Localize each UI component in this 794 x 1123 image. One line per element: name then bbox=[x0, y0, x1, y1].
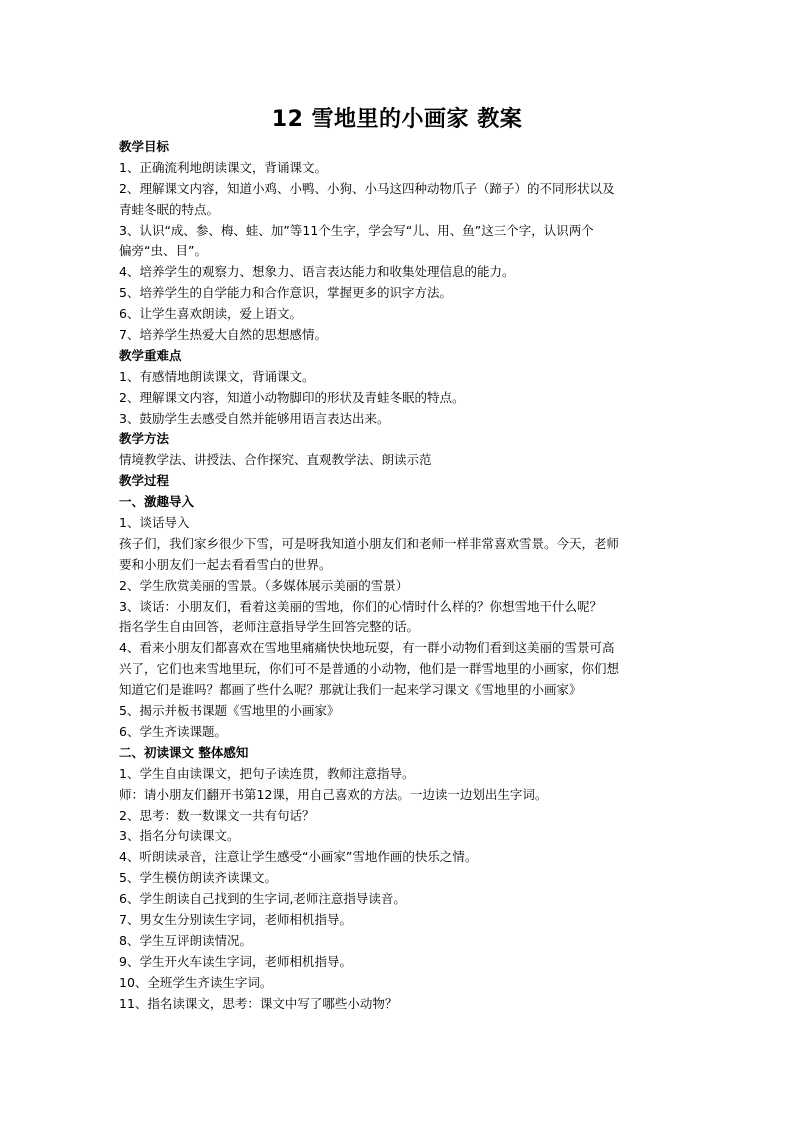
text-line: 1、谈话导入 bbox=[119, 515, 190, 531]
text-line: 5、揭示并板书课题《雪地里的小画家》 bbox=[119, 703, 340, 719]
text-line: 2、学生欣赏美丽的雪景。（多媒体展示美丽的雪景） bbox=[119, 577, 409, 593]
section-heading: 教学过程 bbox=[119, 473, 170, 489]
section-heading: 教学重难点 bbox=[119, 347, 182, 363]
text-line: 孩子们，我们家乡很少下雪，可是呀我知道小朋友们和老师一样非常喜欢雪景。今天，老师 bbox=[119, 535, 620, 551]
text-line: 10、全班学生齐读生字词。 bbox=[119, 974, 273, 990]
text-line: 2、理解课文内容，知道小鸡、小鸭、小狗、小马这四种动物爪子（蹄子）的不同形状以及 bbox=[119, 180, 615, 196]
section-heading: 一、激趣导入 bbox=[119, 494, 195, 510]
text-line: 8、学生互评朗读情况。 bbox=[119, 932, 252, 948]
text-line: 情境教学法、讲授法、合作探究、直观教学法、朗读示范 bbox=[119, 452, 432, 468]
text-line: 3、谈话：小朋友们，看着这美丽的雪地，你们的心情时什么样的？你想雪地干什么呢？ bbox=[119, 598, 602, 614]
document-title: 12 雪地里的小画家 教案 bbox=[271, 107, 523, 132]
text-line: 指名学生自由回答，老师注意指导学生回答完整的话。 bbox=[119, 619, 420, 635]
text-line: 6、学生齐读课题。 bbox=[119, 723, 227, 739]
text-line: 4、听朗读录音，注意让学生感受“小画家”雪地作画的快乐之情。 bbox=[119, 849, 478, 865]
text-line: 1、正确流利地朗读课文，背诵课文。 bbox=[119, 159, 327, 175]
section-heading: 教学目标 bbox=[119, 139, 170, 154]
text-line: 兴了，它们也来雪地里玩，你们可不是普通的小动物，他们是一群雪地里的小画家，你们想 bbox=[119, 661, 620, 677]
text-line: 6、学生朗读自己找到的生字词,老师注意指导读音。 bbox=[119, 891, 406, 907]
text-line: 5、学生模仿朗读齐读课文。 bbox=[119, 870, 277, 886]
text-line: 3、认识“成、参、梅、蛙、加”等11个生字，学会写“儿、用、鱼”这三个字，认识两个 bbox=[119, 222, 594, 238]
text-line: 1、学生自由读课文，把句子读连贯，教师注意指导。 bbox=[119, 765, 415, 781]
text-line: 2、思考：数一数课文一共有句话？ bbox=[119, 807, 315, 823]
text-line: 3、指名分句读课文。 bbox=[119, 828, 240, 844]
text-line: 3、鼓励学生去感受自然并能够用语言表达出来。 bbox=[119, 410, 390, 426]
document-body bbox=[119, 137, 679, 1014]
text-line: 6、让学生喜欢朗读，爱上语文。 bbox=[119, 306, 302, 322]
text-line: 4、看来小朋友们都喜欢在雪地里痛痛快快地玩耍，有一群小动物们看到这美丽的雪景可高 bbox=[119, 640, 615, 656]
text-line: 青蛙冬眠的特点。 bbox=[119, 201, 220, 217]
text-line: 7、男女生分别读生字词，老师相机指导。 bbox=[119, 911, 352, 927]
text-line: 2、理解课文内容，知道小动物脚印的形状及青蛙冬眠的特点。 bbox=[119, 389, 465, 405]
text-line: 知道它们是谁吗？都画了些什么呢？那就让我们一起来学习课文《雪地里的小画家》 bbox=[119, 682, 582, 698]
text-line: 7、培养学生热爱大自然的思想感情。 bbox=[119, 327, 327, 343]
text-line: 11、指名读课文，思考：课文中写了哪些小动物？ bbox=[119, 995, 398, 1011]
text-line: 师：请小朋友们翻开书第12课，用自己喜欢的方法。一边读一边划出生字词。 bbox=[119, 786, 548, 802]
section-heading: 教学方法 bbox=[119, 431, 170, 447]
text-line: 1、有感情地朗读课文，背诵课文。 bbox=[119, 368, 315, 384]
text-line: 5、培养学生的自学能力和合作意识，掌握更多的识字方法。 bbox=[119, 285, 452, 301]
section-heading: 二、初读课文 整体感知 bbox=[119, 744, 249, 760]
text-line: 要和小朋友们一起去看看雪白的世界。 bbox=[119, 556, 332, 572]
text-line: 4、培养学生的观察力、想象力、语言表达能力和收集处理信息的能力。 bbox=[119, 264, 515, 280]
text-line: 9、学生开火车读生字词，老师相机指导。 bbox=[119, 953, 352, 969]
text-line: 偏旁“虫、目”。 bbox=[119, 243, 207, 259]
